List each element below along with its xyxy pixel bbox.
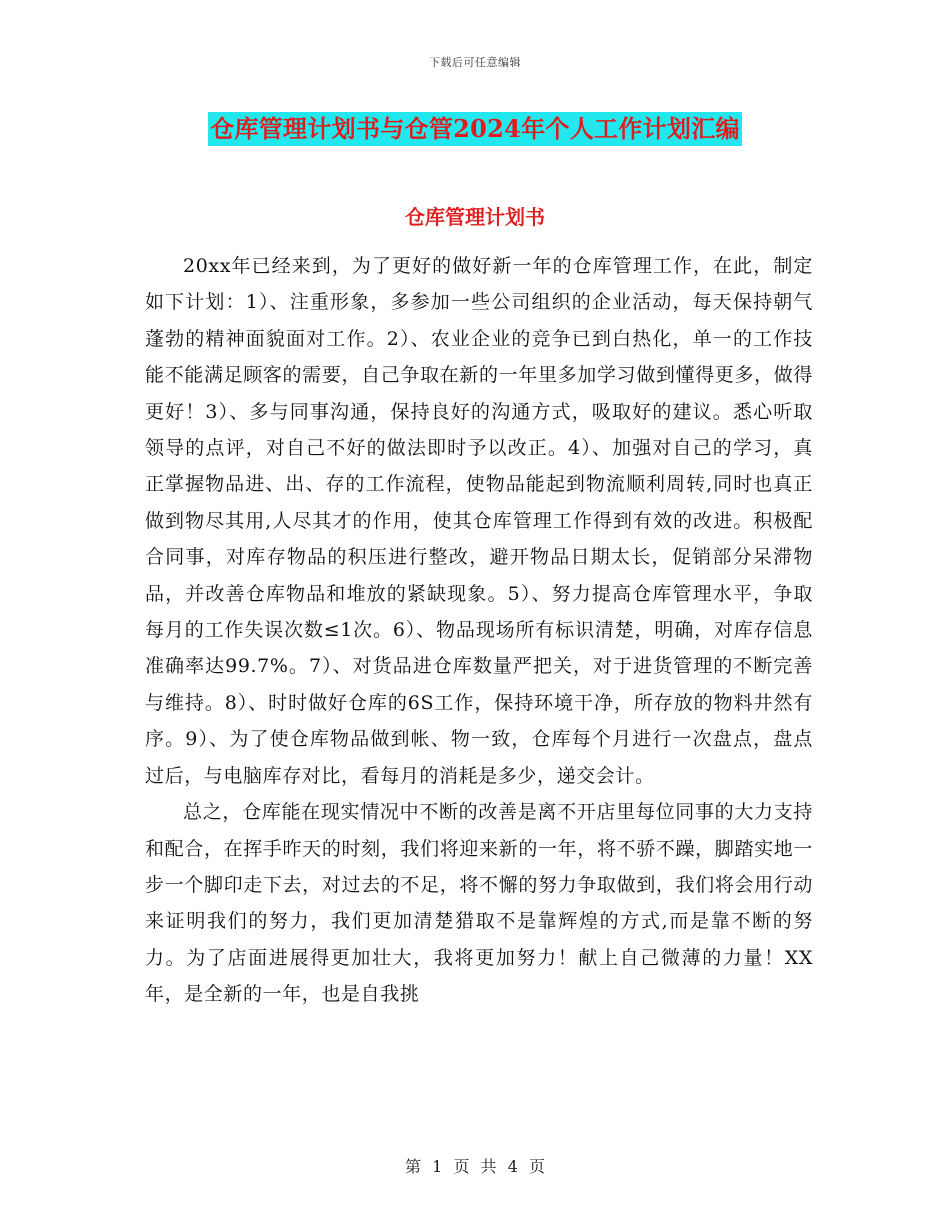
section-title: 仓库管理计划书 [405,205,545,229]
page-footer [0,1154,950,1177]
page-label-mid2: 共 [480,1157,497,1176]
header-note: 下载后可任意编辑 [429,56,521,69]
page-label-prefix: 第 [405,1157,422,1176]
paragraph-plan: 20xx年已经来到，为了更好的做好新一年的仓库管理工作，在此，制定如下计划：1）、注重形象，多参加一些公司组织的企业活动，每天保持朝气蓬勃的精神面貌面对工作。2）、农业企业的竞争已到白热化，单一的工作技能不能满足顾客的需要，自己争取在新的一年里多加学习做到懂得更多，做得更好！3）、多与同事沟通，保持良好的沟通方式，吸取好的建议。悉心听取领导的点评，对自己不好的做法即时予以改正。4）、加强对自己的学习，真正掌握物品进、出、存的工作流程，使物品能起到物流顺利周转,同时也真正做到物尽其用,人尽其才的作用，使其仓库管理工作得到有效的改进。积极配合同事，对库存物品的积压进行整改，避开物品日期太长，促销部分呆滞物品，并改善仓库物品和堆放的紧缺现象。5）、努力提高仓库管理水平，争取每月的工作失误次数≤1次。6）、物品现场所有标识清楚，明确，对库存信息准确率达99.7%。7）、对货品进仓库数量严把关，对于进货管理的不断完善与维持。8）、时时做好仓库的6S工作，保持环境干净，所存放的物料井然有序。9）、为了使仓库物品做到帐、物一致，仓库每个月进行一次盘点，盘点过后，与电脑库存对比，看每月的消耗是多少，递交会计。 [145,255,813,787]
main-title-wrapper [0,112,950,146]
current-page-number: 1 [432,1157,443,1176]
page-label-mid1: 页 [453,1157,470,1176]
total-pages-number: 4 [507,1157,518,1176]
paragraph-summary: 总之，仓库能在现实情况中不断的改善是离不开店里每位同事的大力支持和配合，在挥手昨天的时刻，我们将迎来新的一年，将不骄不躁，脚踏实地一步一个脚印走下去，对过去的不足，将不懈的努力争取做到，我们将会用行动来证明我们的努力，我们更加清楚猎取不是靠辉煌的方式,而是靠不断的努力。为了店面进展得更加壮大，我将更加努力！献上自己微薄的力量！XX年，是全新的一年，也是自我挑 [145,801,813,1006]
page-label-suffix: 页 [528,1157,545,1176]
main-title: 仓库管理计划书与仓管2024年个人工作计划汇编 [208,112,742,146]
document-body [145,248,813,1013]
